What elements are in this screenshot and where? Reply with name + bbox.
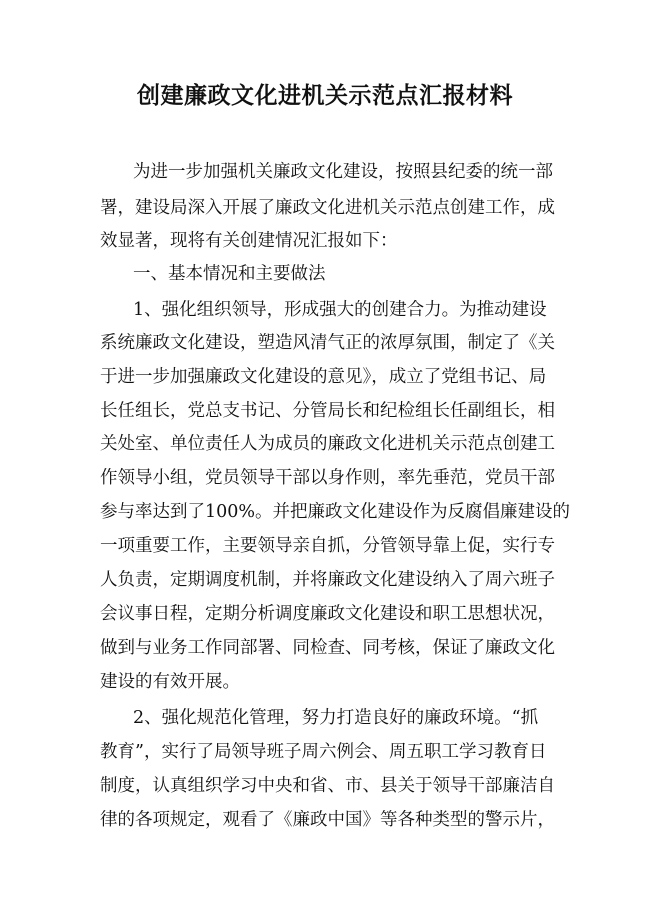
paragraph-line: 为进一步加强机关廉政文化建设，按照县纪委的统一部 bbox=[133, 162, 553, 182]
paragraph-line: 律的各项规定，观看了《廉政中国》等各种类型的警示片， bbox=[100, 810, 555, 830]
section-heading: 一、基本情况和主要做法 bbox=[133, 264, 326, 284]
paragraph-line: 效显著，现将有关创建情况汇报如下： bbox=[100, 231, 398, 251]
paragraph-line: 长任组长，党总支书记、分管局长和纪检组长任副组长，相 bbox=[100, 401, 555, 421]
paragraph-line: 一项重要工作，主要领导亲自抓，分管领导靠上促，实行专 bbox=[100, 536, 555, 556]
paragraph-line: 署，建设局深入开展了廉政文化进机关示范点创建工作，成 bbox=[100, 198, 555, 218]
paragraph-line: 关处室、单位责任人为成员的廉政文化进机关示范点创建工 bbox=[100, 434, 555, 454]
paragraph-line: 作领导小组，党员领导干部以身作则，率先垂范，党员干部 bbox=[100, 468, 555, 488]
document-title: 创建廉政文化进机关示范点汇报材料 bbox=[137, 83, 513, 109]
paragraph-line: 1、强化组织领导，形成强大的创建合力。为推动建设 bbox=[133, 300, 547, 320]
paragraph-line: 系统廉政文化建设，塑造风清气正的浓厚氛围，制定了《关 bbox=[100, 333, 555, 353]
paragraph-line: 人负责，定期调度机制，并将廉政文化建设纳入了周六班子 bbox=[100, 570, 555, 590]
paragraph-line: 教育”，实行了局领导班子周六例会、周五职工学习教育日 bbox=[100, 742, 547, 762]
paragraph-line: 会议事日程，定期分析调度廉政文化建设和职工思想状况， bbox=[100, 604, 555, 624]
paragraph-line: 于进一步加强廉政文化建设的意见》，成立了党组书记、局 bbox=[100, 367, 547, 387]
paragraph-line: 2、强化规范化管理，努力打造良好的廉政环境。“抓 bbox=[133, 708, 539, 728]
paragraph-line: 制度，认真组织学习中央和省、市、县关于领导干部廉洁自 bbox=[100, 776, 555, 796]
paragraph-line: 参与率达到了100%。并把廉政文化建设作为反腐倡廉建设的 bbox=[100, 502, 571, 522]
paragraph-line: 建设的有效开展。 bbox=[100, 672, 240, 692]
paragraph-line: 做到与业务工作同部署、同检查、同考核，保证了廉政文化 bbox=[100, 638, 555, 658]
